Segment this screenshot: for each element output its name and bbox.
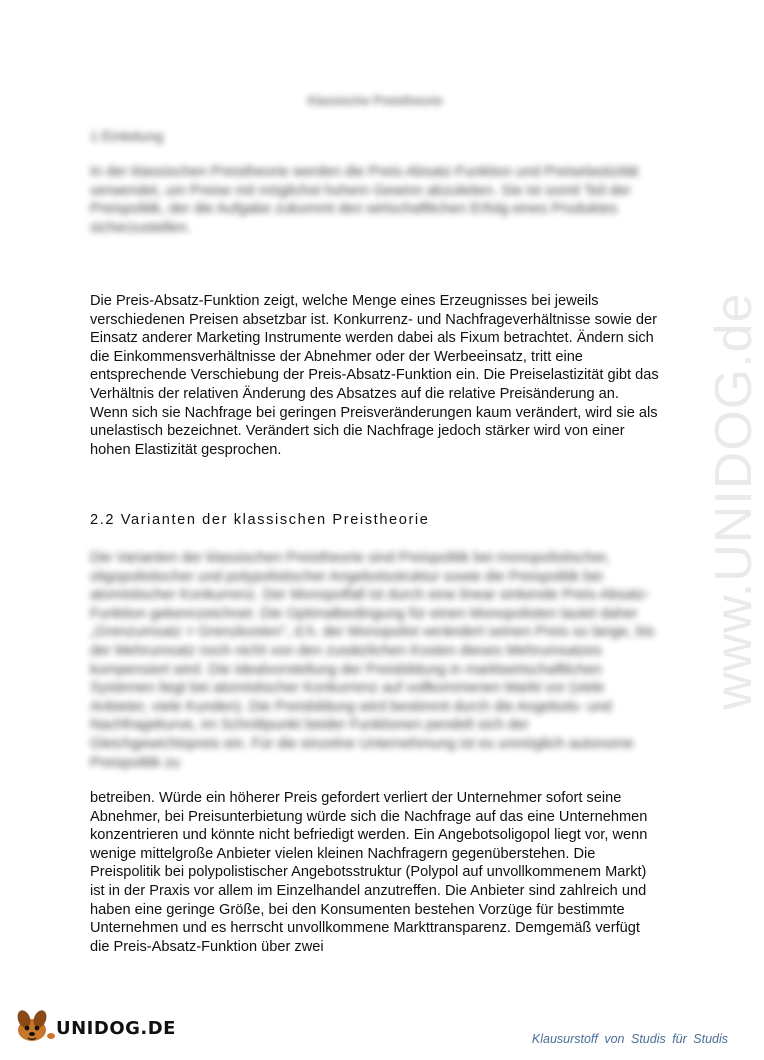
paragraph-section-2-2-blurred: Die Varianten der klassischen Preistheorie sind Preispolitik bei monopolistischer, oligopolistischer und polypolistischer Angebotsstruktur sowie die Preispolitik bei atomistischer Konkurrenz. Der Monopolfall ist durch eine linear sinkende Preis-Absatz-Funktion gekennzeichnet. Die Optimalbedingung für einen Monopolisten lautet daher „Grenzumsatz = Grenzkosten", d.h. der Monopolist verändert seinen Preis so lange, bis der Mehrumsatz noch nicht von den zusätzlichen Kosten dieses Mehrumsatzes kompensiert wird. Die Idealvorstellung der Preisbildung in marktwirtschaftlichen Systemen liegt bei atomistischer Konkurrenz auf vollkommenen Markt vor (viele Anbieter, viele Kunden). Die Preisbildung wird bestimmt durch die Angebots- und Nachfragekurve, im Schnittpunkt beider Funktionen pendelt sich der Gleichgewichtspreis ein. Für die einzelne Unternehmung ist es unmöglich autonome Preispolitik zu xyxy=(90,550,655,771)
document-title: Klassische Preistheorie xyxy=(307,93,443,108)
heading-einleitung: 1 Einleitung xyxy=(90,128,164,144)
heading-section-2-2: 2.2 Varianten der klassischen Preistheorie xyxy=(90,512,430,528)
paragraph-einleitung: In der klassischen Preistheorie werden die Preis-Absatz-Funktion und Preiselastizität verwendet, um Preise mit möglichst hohem Gewinn abzuleiten. Sie ist somit Teil der Preispolitik, der die Aufgabe zukommt den wirtschaftlichen Erfolg eines Produktes sicherzustellen. xyxy=(90,164,639,236)
paragraph-section-2-2-visible: betreiben. Würde ein höherer Preis gefordert verliert der Unternehmer sofort seine Abnehmer, bei Preisunterbietung würde sich die Nachfrage auf das eine Unternehmen konzentrieren und könnte nicht befriedigt werden. Ein Angebotsoligopol liegt vor, wenn wenige mittelgroße Anbieter vielen kleinen Nachfragern gegenüberstehen. Die Preispolitik bei polypolistischer Angebotsstruktur (Polypol auf unvollkommenem Markt) ist in der Praxis vor allem im Einzelhandel anzutreffen. Die Anbieter sind zahlreich und haben eine geringe Größe, bei den Konsumenten bestehen Vorzüge für bestimmte Unternehmen und es herrscht unvollkommene Markttransparenz. Demgemäß verfügt die Preis-Absatz-Funktion über zwei xyxy=(90,790,648,955)
dog-mascot-icon xyxy=(10,1006,58,1046)
watermark: www.UNIDOG.de xyxy=(705,292,763,710)
logo-text: UNIDOG.DE xyxy=(56,1018,176,1039)
unidog-logo xyxy=(10,1006,210,1046)
paragraph-section-2-1: Die Preis-Absatz-Funktion zeigt, welche Menge eines Erzeugnisses bei jeweils verschiedenen Preisen absetzbar ist. Konkurrenz- und Nachfrageverhältnisse sowie der Einsatz anderer Marketing Instrumente werden dabei als Fixum betrachtet. Ändern sich die Einkommensverhältnisse der Abnehmer oder der Werbeeinsatz, tritt eine entsprechende Verschiebung der Preis-Absatz-Funktion ein. Die Preiselastizität gibt das Verhältnis der relativen Änderung des Absatzes auf die relative Preisänderung an. Wenn sich sie Nachfrage bei geringen Preisveränderungen kaum verändert, wird sie als unelastisch bezeichnet. Verändert sich die Nachfrage jedoch stärker wird von einer hohen Elastizität gesprochen. xyxy=(90,293,659,458)
footer-slogan: Klausurstoff von Studis für Studis xyxy=(531,1032,728,1046)
